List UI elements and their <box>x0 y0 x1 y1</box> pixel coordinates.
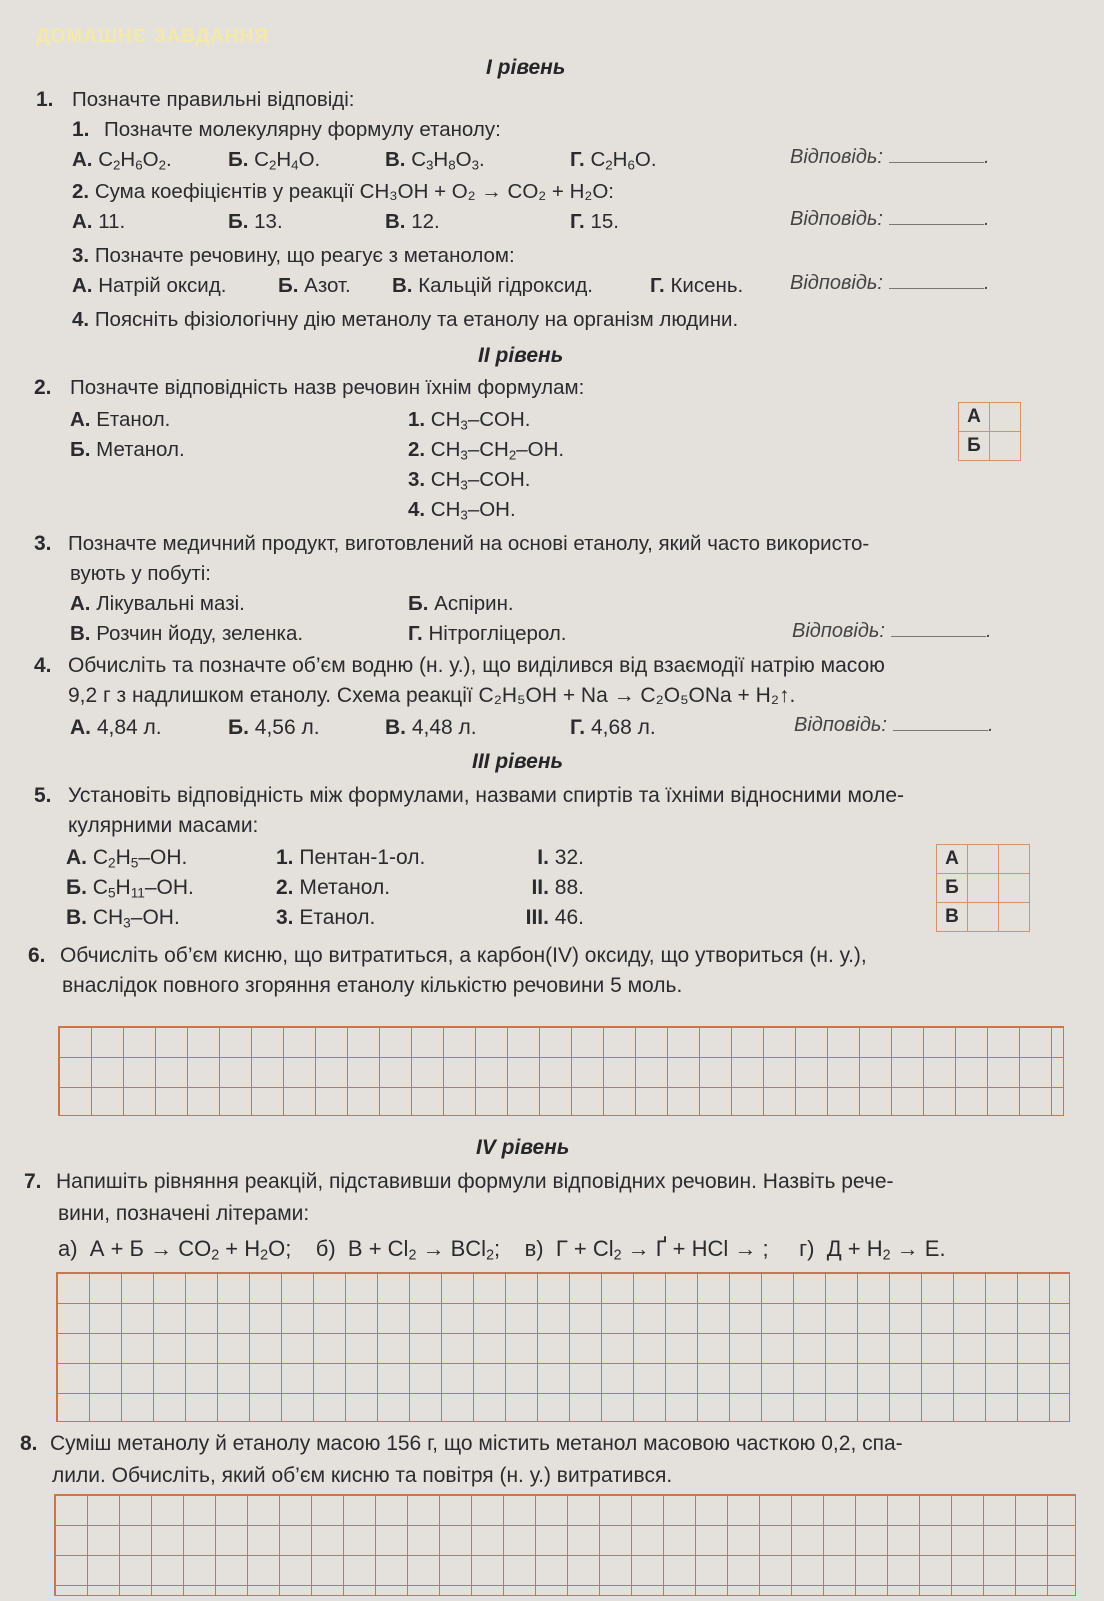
option-letter: Г. <box>570 148 585 171</box>
option-letter: В. <box>70 622 91 645</box>
question-number: 4. <box>34 654 52 677</box>
answer-label: Відповідь: <box>790 272 883 294</box>
option-letter: Б. <box>408 592 429 615</box>
option-a[interactable]: А. $C_2H_6O_2$. <box>72 148 172 173</box>
question-text: Напишіть рівняння реакцій, підставивши формули відповідних речовин. Назвіть рече- <box>55 1170 894 1193</box>
option-letter: Б. <box>66 876 87 899</box>
question-text-cont: лили. Обчисліть, який об’єм кисню та повітря (н. у.) витратився. <box>52 1464 673 1487</box>
option-text: Аспірин. <box>434 592 514 615</box>
option-letter: Г. <box>570 716 586 739</box>
formula-3: 3. $CH_3$–COH. <box>408 468 531 493</box>
option-letter: В. <box>385 210 406 233</box>
option-letter: Б. <box>228 148 249 171</box>
answer-label: Відповідь: <box>792 620 885 642</box>
question-text: Обчисліть об’єм кисню, що витратиться, а карбон(IV) оксиду, що утвориться (н. у.), <box>59 944 867 967</box>
subquestion-text: Позначте речовину, що реагує з метанолом: <box>94 244 515 267</box>
option-a <box>70 408 170 432</box>
option-b[interactable] <box>408 592 514 616</box>
roman-numeral: II. <box>531 876 549 899</box>
subquestion-number: 1. <box>72 118 90 141</box>
option-text: Кальцій гідроксид. <box>418 274 593 297</box>
grid-cell[interactable] <box>999 845 1030 874</box>
grid-letter: А <box>959 403 990 432</box>
answer-field[interactable]: Відповідь: . <box>790 146 990 168</box>
option-text: 4,56 л. <box>254 716 320 739</box>
level-3-heading: III рівень <box>472 750 563 773</box>
answer-field[interactable]: Відповідь: . <box>794 714 994 736</box>
option-letter: Б. <box>228 716 249 739</box>
question-text-cont: вують у побуті: <box>70 562 212 585</box>
subquestion-number: 3. <box>72 244 90 267</box>
subquestion-1-1 <box>72 118 501 142</box>
question-number: 1. <box>36 88 54 111</box>
option-letter: В. <box>66 906 87 929</box>
option-letter: А. <box>72 274 93 297</box>
grid-cell[interactable] <box>999 903 1030 932</box>
option-b[interactable] <box>228 210 283 234</box>
question-text-cont: внаслідок повного згоряння етанолу кількістю речовини 5 моль. <box>62 974 683 997</box>
option-b <box>70 438 185 462</box>
answer-grid-q6[interactable] <box>58 1026 1064 1116</box>
option-text: Нітрогліцерол. <box>428 622 567 645</box>
option-text: 13. <box>254 210 283 233</box>
question-number: 3. <box>34 532 52 555</box>
option-c[interactable] <box>70 622 303 646</box>
alcohol-name-3: 3. Етанол. <box>276 906 376 929</box>
question-text-cont: 9,2 г з надлишком етанолу. Схема реакції C₂H₅OH + Na → C₂O₅ONa + H₂↑. <box>68 684 796 707</box>
grid-cell[interactable] <box>968 845 999 874</box>
option-letter: А. <box>70 716 91 739</box>
grid-cell[interactable] <box>968 874 999 903</box>
mass-3 <box>506 906 584 930</box>
subquestion-text: Поясніть фізіологічну дію метанолу та етанолу на організм людини. <box>94 308 739 331</box>
option-letter: А. <box>72 148 93 171</box>
grid-letter: Б <box>959 432 990 461</box>
alcohol-name: Етанол. <box>299 906 376 929</box>
level-4-heading: IV рівень <box>476 1136 570 1159</box>
question-text: Позначте медичний продукт, виготовлений на основі етанолу, який часто використо- <box>67 532 870 555</box>
option-c[interactable] <box>392 274 593 298</box>
grid-cell[interactable] <box>968 903 999 932</box>
answer-field[interactable]: Відповідь: . <box>792 620 992 642</box>
option-letter: Б. <box>70 438 91 461</box>
grid-letter: В <box>937 903 968 932</box>
answer-grid-q8[interactable] <box>54 1494 1076 1596</box>
question-text: Установіть відповідність між формулами, назвами спиртів та їхніми відносними моле- <box>67 784 905 807</box>
question-text: Обчисліть та позначте об’єм водню (н. у.), що виділився від взаємодії натрію масою <box>67 654 885 677</box>
formula-number: 4. <box>408 498 426 521</box>
option-a[interactable] <box>70 716 162 740</box>
question-3 <box>34 532 869 556</box>
formula-2: 2. $CH_3-CH_2-OH$. <box>408 438 565 463</box>
option-a[interactable] <box>70 592 245 616</box>
question-number: 2. <box>34 376 52 399</box>
option-text: 12. <box>411 210 440 233</box>
formula-4: 4. $CH_3-OH$. <box>408 498 516 523</box>
answer-match-grid[interactable] <box>936 844 1030 932</box>
question-number: 6. <box>28 944 46 967</box>
answer-label: Відповідь: <box>790 208 883 230</box>
option-text: Лікувальні мазі. <box>96 592 245 615</box>
subquestion-1-4 <box>72 308 738 332</box>
answer-match-grid[interactable] <box>958 402 1021 461</box>
option-text: 11. <box>98 210 126 233</box>
question-text: Суміш метанолу й етанолу масою 156 г, що містить метанол масовою часткою 0,2, спа- <box>49 1432 903 1455</box>
option-letter: А. <box>70 408 91 431</box>
option-letter: В. <box>392 274 413 297</box>
formula-number: 1. <box>408 408 426 431</box>
formula-a: А. $C_2H_5-OH$. <box>66 846 188 871</box>
option-letter: Г. <box>408 622 423 645</box>
formula-number: 2. <box>408 438 426 461</box>
grid-letter: Б <box>937 874 968 903</box>
option-letter: А. <box>72 210 93 233</box>
subquestion-1-2 <box>72 180 614 204</box>
option-d[interactable] <box>650 274 743 298</box>
question-text: Позначте відповідність назв речовин їхнім формулам: <box>69 376 585 399</box>
level-1-heading: I рівень <box>486 56 566 79</box>
option-a[interactable] <box>72 274 226 298</box>
option-text: Метанол. <box>96 438 185 461</box>
level-2-heading: II рівень <box>478 344 564 367</box>
option-text: 4,84 л. <box>96 716 162 739</box>
subquestion-1-3 <box>72 244 515 268</box>
option-text: 4,68 л. <box>590 716 656 739</box>
option-text: Азот. <box>304 274 351 297</box>
option-letter: А. <box>66 846 87 869</box>
alcohol-name-2: 2. Метанол. <box>276 876 391 899</box>
subquestion-text: Позначте молекулярну формулу етанолу: <box>103 118 501 141</box>
formula-1: 1. $CH_3$–COH. <box>408 408 531 433</box>
option-letter: Б. <box>228 210 249 233</box>
question-number: 5. <box>34 784 52 807</box>
option-letter: Г. <box>650 274 665 297</box>
mass-value: 32. <box>554 846 584 869</box>
subquestion-text: Сума коефіцієнтів у реакції CH₃OH + O₂ → CO₂ + H₂O: <box>94 180 614 203</box>
alcohol-name-1: 1. Пентан-1-ол. <box>276 846 426 869</box>
option-b[interactable] <box>228 716 320 740</box>
question-text-cont: вини, позначені літерами: <box>58 1202 310 1225</box>
answer-grid-q7[interactable] <box>56 1272 1070 1422</box>
option-letter: В. <box>385 716 406 739</box>
grid-cell[interactable] <box>990 432 1021 461</box>
formula-b: Б. $C_5H_{11}-OH$. <box>66 876 194 901</box>
subquestion-number: 4. <box>72 308 90 331</box>
question-7 <box>24 1170 894 1194</box>
homework-header: ДОМАШНЄ ЗАВДАННЯ <box>36 26 269 47</box>
mass-2 <box>516 876 584 900</box>
option-c[interactable] <box>385 210 440 234</box>
option-b[interactable]: Б. $C_2H_4O$. <box>228 148 321 173</box>
option-d[interactable]: Г. $C_2H_6O$. <box>570 148 657 173</box>
answer-label: Відповідь: <box>794 714 887 736</box>
option-text: 15. <box>590 210 619 233</box>
option-letter: В. <box>385 148 406 171</box>
option-letter: А. <box>70 592 91 615</box>
mass-value: 46. <box>554 906 584 929</box>
option-c[interactable] <box>385 716 477 740</box>
question-5 <box>34 784 904 808</box>
option-text: 4,48 л. <box>411 716 477 739</box>
option-text: Етанол. <box>96 408 171 431</box>
question-1 <box>36 88 355 112</box>
question-text: Позначте правильні відповіді: <box>71 88 355 111</box>
roman-numeral: III. <box>525 906 549 929</box>
answer-field[interactable]: Відповідь: . <box>790 272 990 294</box>
question-number: 7. <box>24 1170 42 1193</box>
option-text: Кисень. <box>670 274 744 297</box>
option-a[interactable] <box>72 210 125 234</box>
alcohol-name: Пентан-1-ол. <box>299 846 426 869</box>
answer-field[interactable]: Відповідь: . <box>790 208 990 230</box>
roman-numeral: I. <box>537 846 549 869</box>
formula-number: 3. <box>408 468 426 491</box>
reaction-equations: а) $А + Б \to CO_2 + H_2O$; б) $B + Cl_2 \to BCl_2$; в) $Г + Cl_2 \to Ґ$ + HCl → ; г) $Д + H_2 \to E$. <box>58 1236 946 1264</box>
question-6 <box>28 944 867 968</box>
option-b[interactable] <box>278 274 351 298</box>
question-number: 8. <box>20 1432 38 1455</box>
option-letter: Б. <box>278 274 299 297</box>
subquestion-number: 2. <box>72 180 90 203</box>
option-d[interactable] <box>570 210 619 234</box>
question-8 <box>20 1432 903 1456</box>
alcohol-name: Метанол. <box>299 876 391 899</box>
grid-cell[interactable] <box>990 403 1021 432</box>
option-text: Розчин йоду, зеленка. <box>96 622 304 645</box>
option-letter: Г. <box>570 210 585 233</box>
option-d[interactable] <box>570 716 656 740</box>
grid-letter: А <box>937 845 968 874</box>
mass-1 <box>524 846 584 870</box>
mass-value: 88. <box>554 876 584 899</box>
question-2 <box>34 376 584 400</box>
answer-label: Відповідь: <box>790 146 883 168</box>
formula-c: В. $CH_3-OH$. <box>66 906 180 931</box>
question-4 <box>34 654 885 678</box>
option-d[interactable] <box>408 622 566 646</box>
question-text-cont: кулярними масами: <box>68 814 259 837</box>
grid-cell[interactable] <box>999 874 1030 903</box>
option-text: Натрій оксид. <box>98 274 227 297</box>
option-c[interactable]: В. $C_3H_8O_3$. <box>385 148 485 173</box>
